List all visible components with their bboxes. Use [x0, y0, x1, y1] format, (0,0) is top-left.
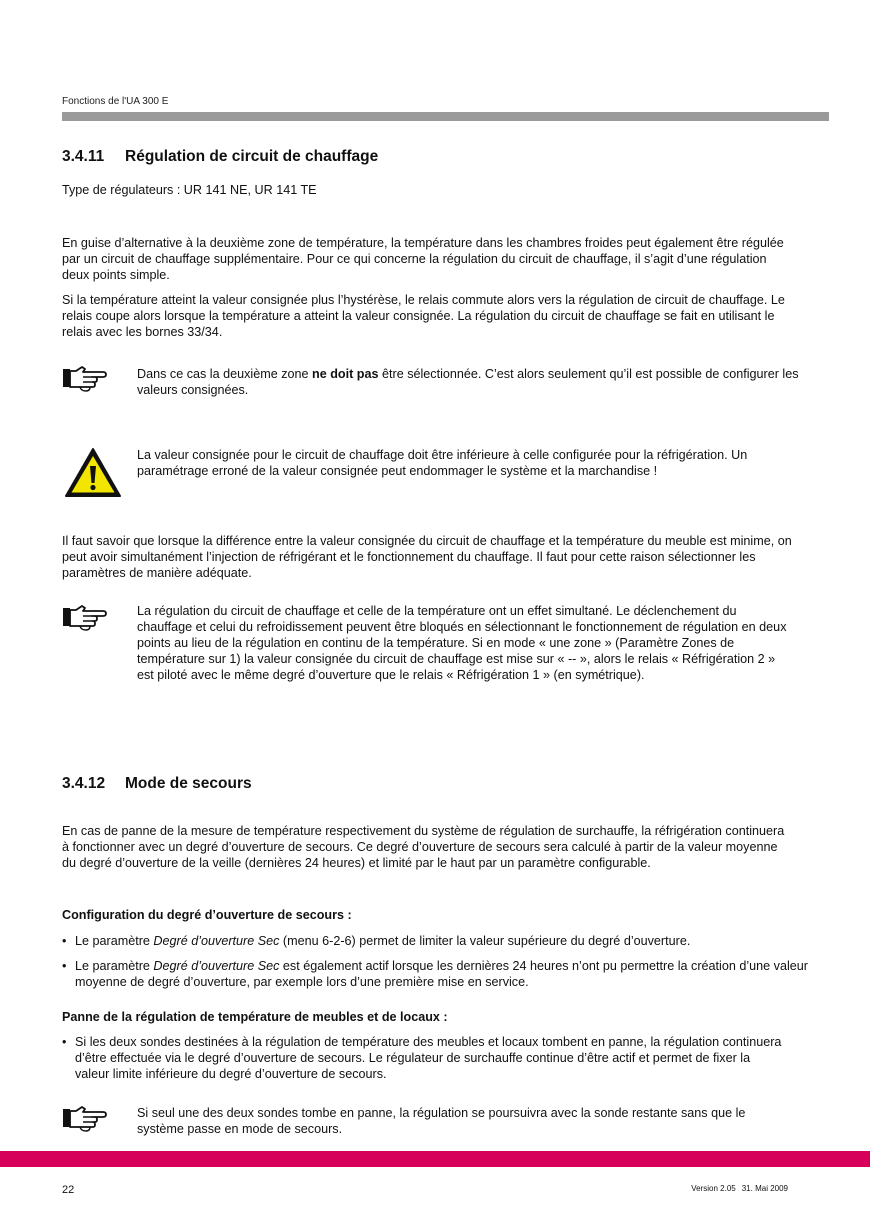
- warning-icon: [64, 447, 122, 504]
- list-item: [62, 958, 832, 990]
- note-text: Si seul une des deux sondes tombe en panne, la régulation se poursuivra avec la sonde restante sans que le système passe en mode de secours.: [137, 1106, 746, 1136]
- note-text: La régulation du circuit de chauffage et celle de la température ont un effet simultané. Le déclenchement du chauffage et celui du refroidissement peuvent être bloqués en sélectionnant le fonctionnement de régulation en deux points au lieu de la régulation en continu de la température. Si en mode « une zone » (Paramètre Zones de température sur 1) la valeur consignée du circuit de chauffage est mise sur « -- », alors le relais « Réfrigération 2 » est piloté avec le même degré d’ouverture que le relais « Réfrigération 1 » (en symétrique).: [137, 604, 787, 682]
- parameter-name: Degré d’ouverture Sec: [153, 934, 280, 948]
- note-text-part: être sélectionnée. C’est alors seulement qu’il est possible de configurer les valeurs consignées.: [137, 367, 799, 397]
- section-number: 3.4.12: [62, 775, 106, 792]
- running-header: Fonctions de l'UA 300 E: [62, 96, 169, 107]
- note-text: [137, 366, 817, 398]
- pointing-hand-icon: [62, 603, 108, 638]
- version-date: 31. Mai 2009: [741, 1184, 788, 1193]
- text-part: est également actif lorsque les dernières 24 heures n’ont pu permettre la création d’une valeur moyenne de degré d’ouverture, par exemple lors d’une première mise en service.: [75, 959, 808, 989]
- bullet-marker: •: [62, 959, 67, 973]
- paragraph: En cas de panne de la mesure de température respectivement du système de régulation de surchauffe, la réfrigération continuera à fonctionner avec un degré d’ouverture de secours. Ce degré d’ouverture de secours sera calculé à partir de la valeur moyenne du degré d’ouverture de la veille (dernières 24 heures) et limité par le haut par un paramètre configurable.: [62, 824, 785, 870]
- list-item-text: Si les deux sondes destinées à la régulation de température des meubles et locaux tombent en panne, la régulation continuera d’être effectuée via le degré d’ouverture de secours. Le régulateur de surchauffe continue d’être actif et permet de fixer la valeur limite inférieure du degré d’ouverture de secours.: [75, 1035, 782, 1081]
- paragraph: Il faut savoir que lorsque la différence entre la valeur consignée du circuit de chauffage et la température du meuble est minime, on peut avoir simultanément l’injection de réfrigérant et le fonctionnement du chauffage. Il faut pour cette raison sélectionner les paramètres de manière adéquate.: [62, 534, 792, 580]
- page-number: 22: [62, 1184, 75, 1196]
- text-part: Le paramètre: [75, 959, 154, 973]
- parameter-name: Degré d’ouverture Sec: [153, 959, 280, 973]
- note-text-part: Dans ce cas la deuxième zone: [137, 367, 313, 381]
- paragraph: En guise d’alternative à la deuxième zone de température, la température dans les chambres froides peut également être régulée par un circuit de chauffage supplémentaire. Pour ce qui concerne la régulation du circuit de chauffage, il s’agit d’une régulation deux points simple.: [62, 236, 784, 282]
- version-info: [691, 1184, 788, 1193]
- warning-text: La valeur consignée pour le circuit de chauffage doit être inférieure à celle configurée pour la réfrigération. Un paramétrage erroné de la valeur consignée peut endommager le système et la marchandise !: [137, 448, 748, 478]
- footer-bar: [0, 1151, 870, 1167]
- header-rule: [62, 112, 829, 121]
- section-title: Mode de secours: [125, 775, 252, 792]
- subheading: Configuration du degré d’ouverture de secours :: [62, 908, 352, 922]
- section-heading-3-4-11: [62, 148, 378, 166]
- pointing-hand-icon: [62, 364, 108, 399]
- regulator-types: Type de régulateurs : UR 141 NE, UR 141 TE: [62, 183, 317, 197]
- subheading: Panne de la régulation de température de meubles et de locaux :: [62, 1010, 448, 1024]
- list-item-text: [75, 958, 832, 990]
- section-heading-3-4-12: [62, 775, 252, 793]
- note-text-emphasis: ne doit pas: [312, 367, 379, 381]
- bullet-marker: •: [62, 934, 67, 948]
- section-title: Régulation de circuit de chauffage: [125, 148, 379, 165]
- list-item: [62, 933, 832, 949]
- list-item: [62, 1034, 782, 1082]
- pointing-hand-icon: [62, 1104, 108, 1139]
- version-number: Version 2.05: [691, 1184, 736, 1193]
- text-part: Le paramètre: [75, 934, 154, 948]
- section-number: 3.4.11: [62, 148, 105, 165]
- paragraph: Si la température atteint la valeur consignée plus l’hystérèse, le relais commute alors vers la régulation de circuit de chauffage. Le relais coupe alors lorsque la température a atteint la valeur consignée. La régulation du circuit de chauffage se fait en utilisant le relais avec les bornes 33/34.: [62, 293, 785, 339]
- list-item-text: [75, 933, 832, 949]
- text-part: (menu 6-2-6) permet de limiter la valeur supérieure du degré d’ouverture.: [279, 934, 691, 948]
- bullet-marker: •: [62, 1035, 67, 1049]
